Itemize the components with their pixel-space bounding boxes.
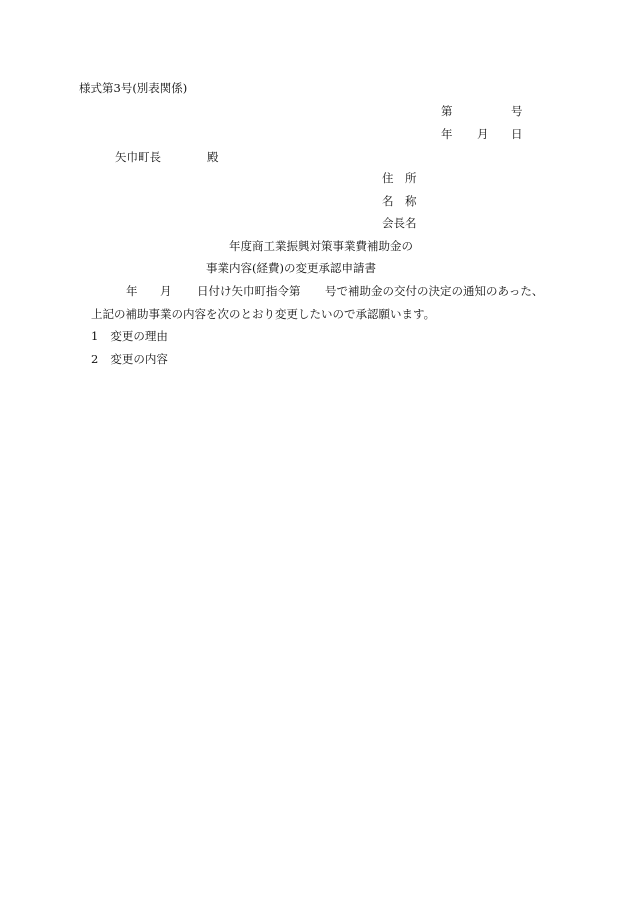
body-year-label: 年 [126,284,138,298]
body-month-label: 月 [160,284,172,298]
applicant-address-label: 住 所 [382,171,417,185]
title-line-2: 事業内容(経費)の変更承認申請書 [206,261,376,275]
item-1-number: 1 [91,329,99,343]
body-reference-text: 日付け矢巾町指令第 [197,284,301,298]
date-day-label: 日 [511,127,523,141]
item-2-label: 変更の内容 [110,352,168,366]
addressee-name: 矢巾町長 [115,150,161,164]
item-1-label: 変更の理由 [110,329,168,343]
date-year-label: 年 [441,127,453,141]
form-label: 様式第3号(別表関係) [79,81,188,95]
date-month-label: 月 [477,127,489,141]
item-2 [91,352,168,366]
applicant-representative-label: 会長名 [382,216,417,230]
applicant-name-label: 名 称 [382,194,417,208]
document-number-prefix: 第 [441,104,453,118]
document-number-suffix: 号 [511,104,523,118]
body-request-text: 上記の補助事業の内容を次のとおり変更したいので承認願います。 [91,307,436,321]
body-notification-text: 号で補助金の交付の決定の通知のあった、 [325,284,544,298]
item-1 [91,329,168,343]
title-line-1: 年度商工業振興対策事業費補助金の [229,239,413,253]
item-2-number: 2 [91,352,99,366]
addressee-honorific: 殿 [207,150,219,164]
